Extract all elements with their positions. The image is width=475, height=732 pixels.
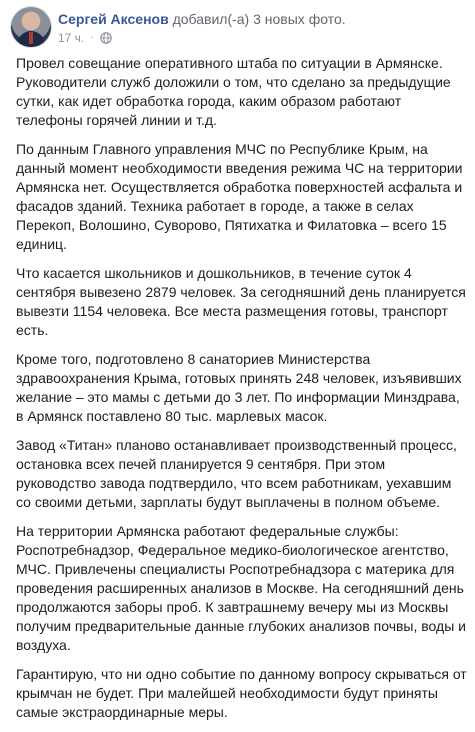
- post-paragraph: Кроме того, подготовлено 8 санаториев Министерства здравоохранения Крыма, готовых принять 248 человек, изъявивших желание – это мамы с детьми до 3 лет. По информации Минздрава, в Армянск поставлено 80 тыс. марлевых масок.: [16, 351, 462, 424]
- post-timestamp[interactable]: 17 ч.: [58, 31, 85, 45]
- avatar[interactable]: [10, 6, 52, 48]
- post-header: [10, 6, 465, 52]
- post-body: [16, 54, 468, 732]
- avatar-tie: [29, 32, 33, 44]
- post-paragraph: Провел совещание оперативного штаба по ситуации в Армянске. Руководители служб доложили о том, что сделано за предыдущие сутки, как идет обработка города, каким образом работают телефоны горячей линии и т.д.: [16, 55, 451, 128]
- post-paragraph: Что касается школьников и дошкольников, в течение суток 4 сентября вывезено 2879 человек. За сегодняшний день планируется вывезти 1154 человека. Все места размещения готовы, транспорт есть.: [16, 265, 466, 338]
- post-meta: [58, 30, 112, 46]
- post-paragraph: Завод «Титан» планово останавливает производственный процесс, остановка всех печей планируется 9 сентября. При этом руководство завода подтвердило, что всем работникам, уехавшим со своими детьми, зарплаты будут выплачены в полном объеме.: [16, 437, 457, 510]
- post-action-text: добавил(-а) 3 новых фото.: [172, 11, 346, 27]
- post-paragraph: На территории Армянска работают федеральные службы: Роспотребнадзор, Федеральное медико-биологическое агентство, МЧС. Привлечены специалисты Роспотребнадзора с материка для проведения расширенных анализов в Москве. На сегодняшний день продолжаются заборы проб. К завтрашнему вечеру мы из Москвы получим предварительные данные глубоких анализов почвы, воды и воздуха.: [16, 523, 466, 653]
- post-paragraph: Гарантирую, что ни одно событие по данному вопросу скрываться от крымчан не будет. При малейшей необходимости будут приняты самые экстраординарные меры.: [16, 666, 467, 720]
- meta-separator: ·: [90, 32, 94, 43]
- post-paragraph: По данным Главного управления МЧС по Республике Крым, на данный момент необходимости введения режима ЧС на территории Армянска нет. Осуществляется обработка поверхностей асфальта и фасадов зданий. Техника работает в городе, а также в селах Перекоп, Волошино, Суворово, Пятихатка и Филатовка – всего 15 единиц.: [16, 141, 463, 252]
- author-line: [58, 10, 346, 28]
- author-name-link[interactable]: Сергей Аксенов: [58, 11, 169, 27]
- globe-icon[interactable]: [100, 32, 112, 44]
